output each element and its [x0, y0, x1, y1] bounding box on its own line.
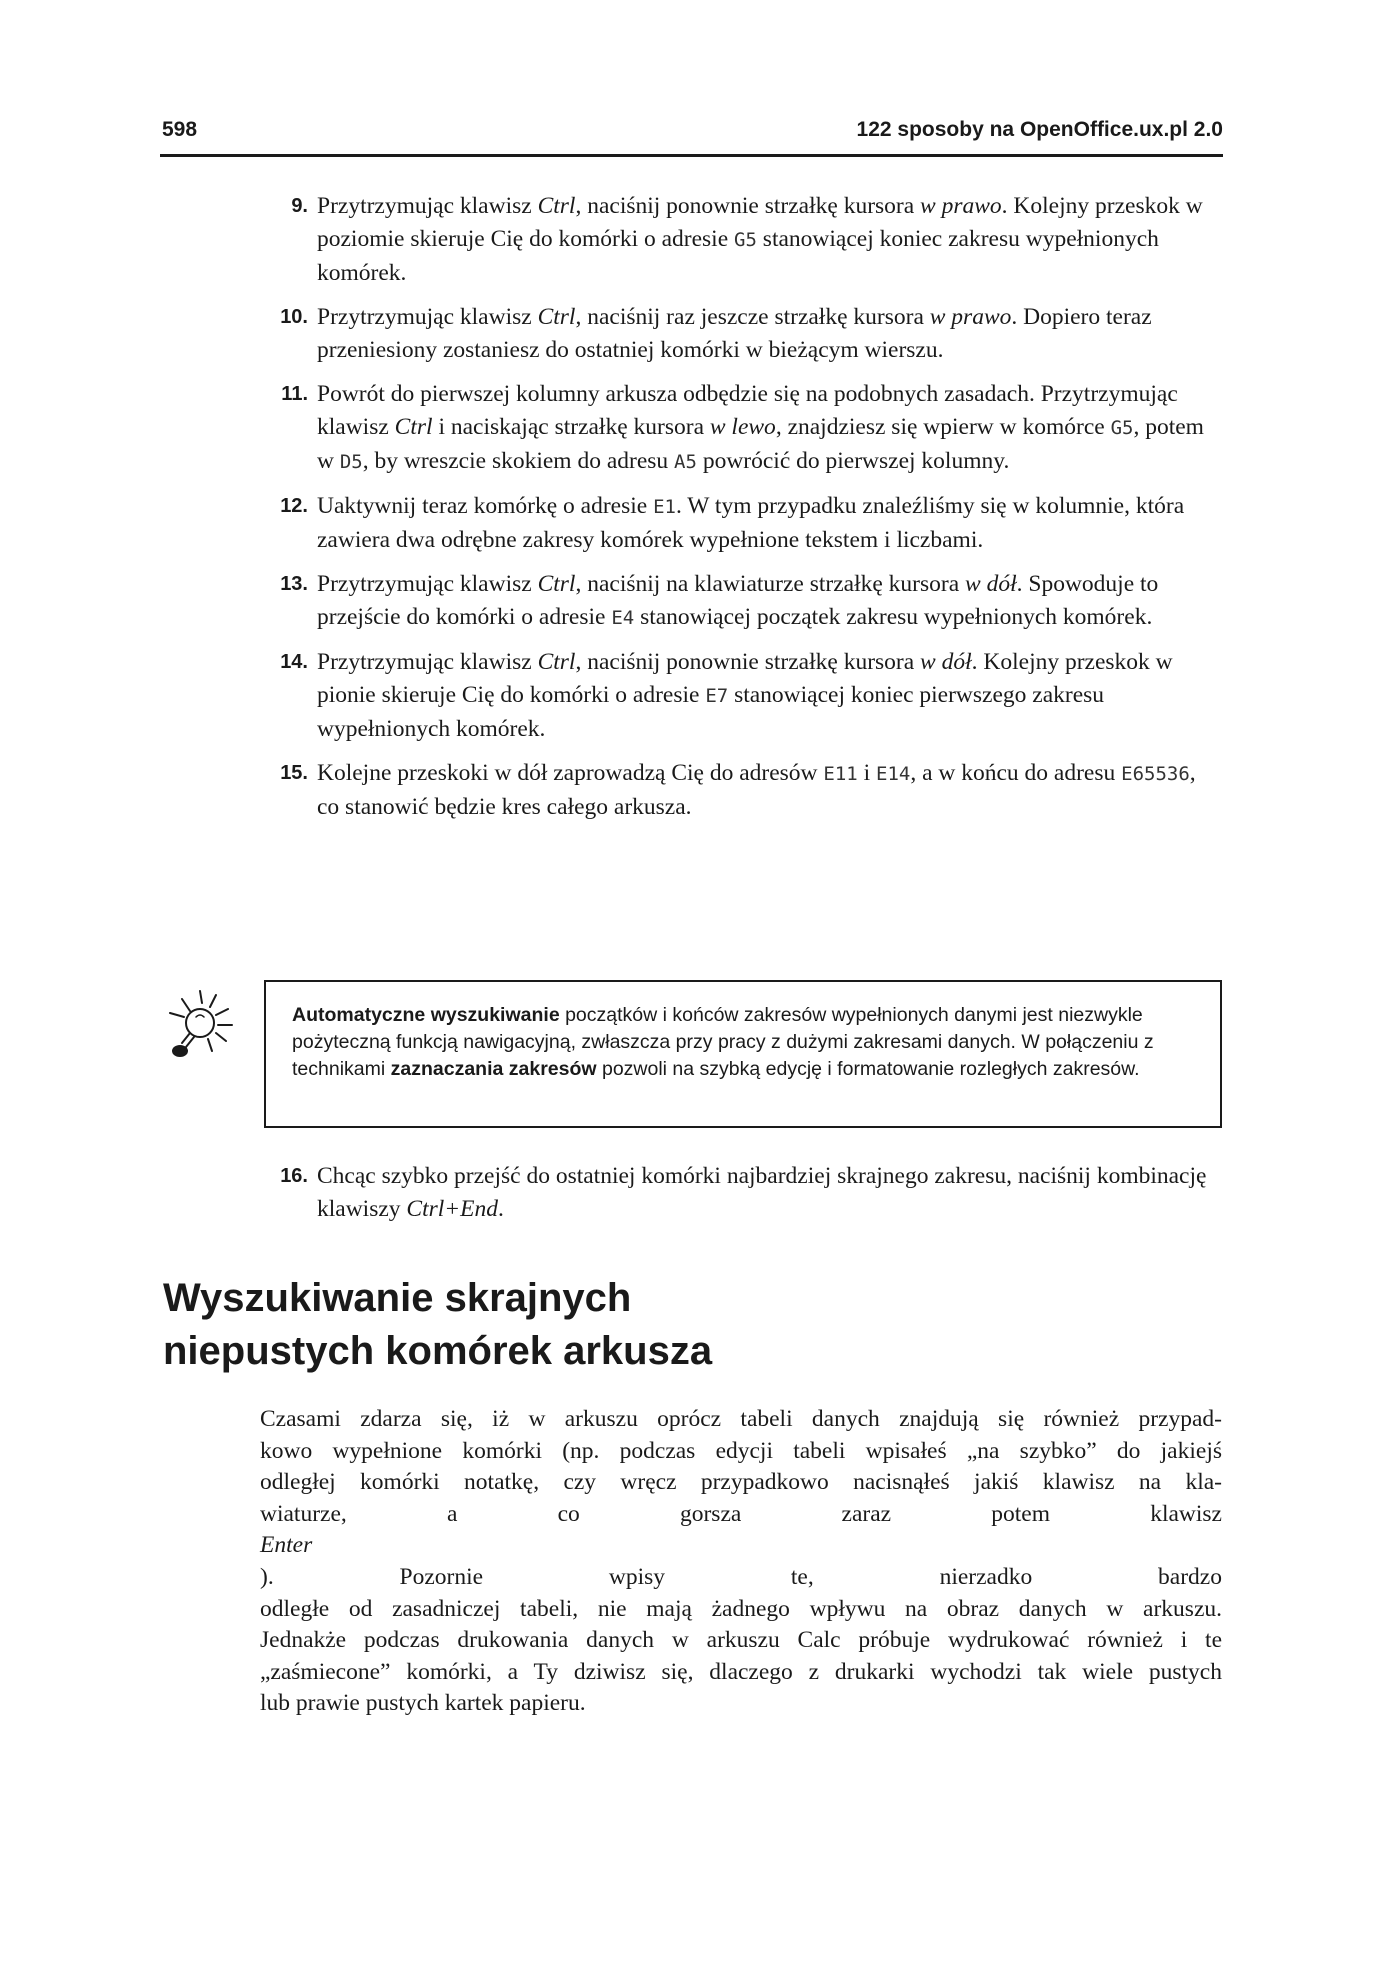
step-text: Przytrzymując klawisz Ctrl, naciśnij na klawiaturze strzałkę kursora w dół. Spowoduje to przejście do komórki o adresie E4 stanowiącej początek zakresu wypełnionych komórek.: [317, 571, 1159, 630]
paragraph-line: lub prawie pustych kartek papieru.: [260, 1690, 586, 1717]
paragraph-line: odległej komórki notatkę, czy wręcz przypadkowo nacisnąłeś jakiś klawisz na kla-: [260, 1469, 1222, 1496]
paragraph-line: „zaśmiecone” komórki, a Ty dziwisz się, dlaczego z drukarki wychodzi tak wiele pustych: [260, 1658, 1222, 1685]
cell-address: E1: [653, 496, 676, 518]
page-header: [160, 114, 1223, 157]
paragraph-line: odległe od zasadniczej tabeli, nie mają żadnego wpływu na obraz danych w arkuszu.: [260, 1595, 1222, 1622]
paragraph-line: wiaturze, a co gorsza zaraz potem klawisz Enter ). Pozornie wpisy te, nierzadko bardzo: [260, 1500, 1222, 1590]
list-item: [160, 757, 1223, 824]
cell-address: E11: [823, 763, 858, 785]
list-item: [160, 301, 1223, 367]
cell-address: D5: [339, 451, 363, 473]
section-heading-line: Wyszukiwanie skrajnych: [163, 1276, 632, 1320]
list-item: [160, 490, 1223, 557]
step-number: 10.: [280, 306, 308, 328]
step-text: Przytrzymując klawisz Ctrl, naciśnij ponownie strzałkę kursora w prawo. Kolejny przeskok w poziomie skieruje Cię do komórki o adresie G5 stanowiącej koniec zakresu wypełnionych komórek.: [317, 193, 1203, 286]
tip-keyword: Automatyczne wyszukiwanie: [292, 1004, 560, 1026]
cell-address: E65536: [1121, 763, 1190, 785]
step-text: Przytrzymując klawisz Ctrl, naciśnij ponownie strzałkę kursora w dół. Kolejny przeskok w pionie skieruje Cię do komórki o adresie E7 stanowiącej koniec pierwszego zakresu wypełnionych komórek.: [317, 649, 1173, 742]
cell-address: A5: [674, 451, 697, 473]
cell-address: E4: [611, 607, 635, 629]
tip-box: [264, 980, 1222, 1128]
list-item: [160, 1160, 1223, 1226]
list-item: [160, 190, 1223, 290]
step-text: Kolejne przeskoki w dół zaprowadzą Cię do adresów E11 i E14, a w końcu do adresu E65536, co stanowić będzie kres całego arkusza.: [317, 760, 1196, 820]
step-text: Chcąc szybko przejść do ostatniej komórki najbardziej skrajnego zakresu, naciśnij kombinację klawiszy Ctrl+End.: [317, 1163, 1207, 1222]
cell-address: E7: [705, 685, 729, 707]
section-heading: [163, 1272, 712, 1378]
step-number: 11.: [281, 383, 308, 405]
list-item: [160, 378, 1223, 479]
paragraph-line: kowo wypełnione komórki (np. podczas edycji tabeli wpisałeś „na szybko” do jakiejś: [260, 1437, 1222, 1464]
step-number: 13.: [280, 573, 308, 595]
cell-address: E14: [876, 763, 911, 785]
section-heading-line: niepustych komórek arkusza: [163, 1329, 713, 1373]
book-title: 122 sposoby na OpenOffice.ux.pl 2.0: [856, 118, 1223, 141]
step-text: Przytrzymując klawisz Ctrl, naciśnij raz jeszcze strzałkę kursora w prawo. Dopiero teraz przeniesiony zostaniesz do ostatniej komórki w bieżącym wierszu.: [317, 304, 1152, 363]
step-number: 14.: [280, 651, 308, 673]
list-item: [160, 568, 1223, 635]
tip-keyword: zaznaczania zakresów: [390, 1058, 597, 1080]
step-number: 9.: [291, 195, 308, 217]
steps-list-continued: [160, 1160, 1223, 1237]
step-text: Powrót do pierwszej kolumny arkusza odbędzie się na podobnych zasadach. Przytrzymując klawisz Ctrl i naciskając strzałkę kursora w lewo, znajdziesz się wpierw w komórce G5, potem w D5, by wreszcie skokiem do adresu A5 powrócić do pierwszej kolumny.: [317, 381, 1204, 474]
cell-address: G5: [1110, 417, 1134, 439]
paragraph-line: Jednakże podczas drukowania danych w arkuszu Calc próbuje wydrukować również i te: [260, 1627, 1222, 1654]
step-number: 16.: [280, 1165, 308, 1187]
list-item: [160, 646, 1223, 746]
step-text: Uaktywnij teraz komórkę o adresie E1. W tym przypadku znaleźliśmy się w kolumnie, która zawiera dwa odrębne zakresy komórek wypełnione tekstem i liczbami.: [317, 493, 1185, 553]
tip-text: Automatyczne wyszukiwanie początków i końców zakresów wypełnionych danymi jest niezwykle pożyteczną funkcją nawigacyjną, zwłaszcza przy pracy z dużymi zakresami danych. W połączeniu z technikami zaznaczania zakresów pozwoli na szybką edycję i formatowanie rozległych zakresów.: [292, 1004, 1154, 1080]
cell-address: G5: [734, 229, 757, 251]
step-number: 12.: [280, 495, 308, 517]
page-number: 598: [162, 118, 198, 141]
steps-list: [160, 190, 1223, 835]
paragraph-line: Czasami zdarza się, iż w arkuszu oprócz tabeli danych znajdują się również przypad-: [260, 1406, 1222, 1432]
lightbulb-idea-icon: [160, 985, 238, 1063]
body-paragraph: [260, 1404, 1222, 1720]
step-number: 15.: [280, 762, 308, 784]
